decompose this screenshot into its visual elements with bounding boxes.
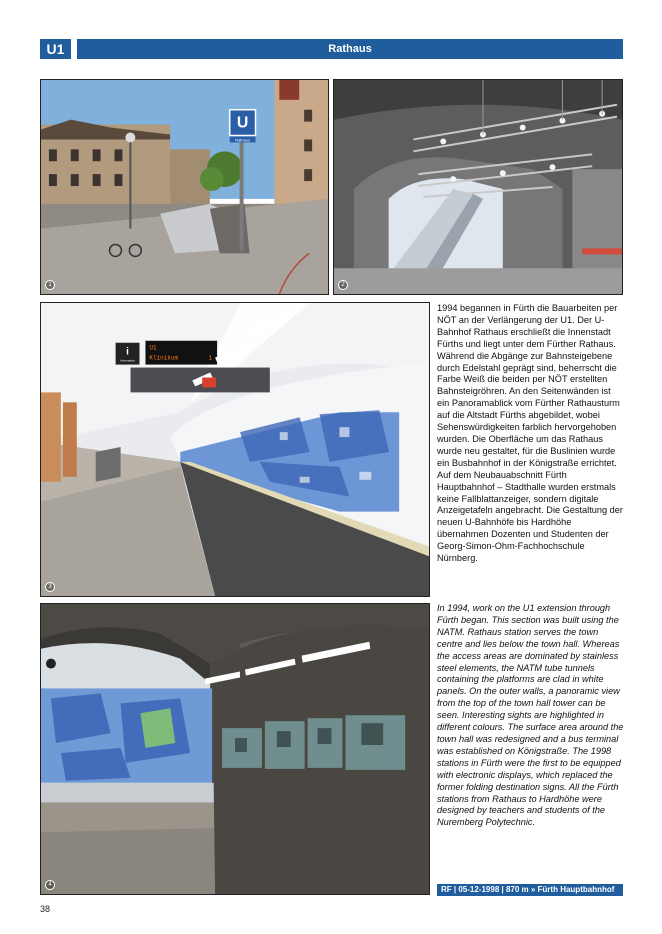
page-header bbox=[40, 39, 623, 59]
escalator-hall-image bbox=[334, 80, 622, 294]
page-number: 38 bbox=[40, 904, 51, 914]
photo-number: 2 bbox=[338, 280, 348, 290]
photo-platform-tube bbox=[40, 302, 430, 597]
u-sign-text: Rathaus bbox=[235, 137, 250, 143]
station-title: Rathaus bbox=[77, 39, 623, 59]
photo-number: 3 bbox=[45, 582, 55, 592]
photo-escalator-hall bbox=[333, 79, 623, 295]
street-entrance-image bbox=[41, 80, 328, 294]
photo-platform-wall bbox=[40, 603, 430, 895]
u-sign-letter: U bbox=[236, 114, 249, 132]
platform-wall-image bbox=[41, 604, 429, 894]
line-badge: U1 bbox=[40, 39, 71, 59]
display-line: U1 bbox=[149, 344, 157, 352]
display-destination: Klinikum bbox=[149, 354, 179, 362]
photo-number: 1 bbox=[45, 280, 55, 290]
display-minutes: 1 bbox=[208, 354, 213, 362]
photo-street-entrance bbox=[40, 79, 329, 295]
photo-number: 4 bbox=[45, 880, 55, 890]
body-text-german: 1994 begannen in Fürth die Bauarbeiten per NÖT an der Verlängerung der U1. Der U-Bahnhof Rathaus erschließt die Innenstadt Fürths und liegt unter dem Fürther Rathaus. Während die Abgänge zur Bahnsteigebene durch Edelstahl geprägt sind, beherrscht die Farbe Weiß die beiden per NÖT erstellten Bahnsteigröhren. An den Seitenwänden ist ein Panoramablick vom Fürther Rathausturm auf die Altstadt Fürths abgebildet, wobei Sehenswürdigkeiten farblich hervorgehoben wurden. Die Oberfläche um das Rathaus wurde neu gestaltet, für die Buslinien wurde ein Busbahnhof in der Königstraße errichtet. Auf dem Neubauabschnitt Fürth Hauptbahnhof – Stadthalle wurden erstmals keine Fallblattanzeiger, sondern digitale Anzeigetafeln angebracht. Die Gestaltung der neuen U-Bahnhöfe bis Hardhöhe übernahmen Dozenten und Studenten der Georg-Simon-Ohm-Fachhochschule Nürnberg. bbox=[437, 303, 623, 564]
info-sign-label: Information bbox=[120, 358, 135, 363]
platform-tube-image bbox=[41, 303, 429, 596]
body-text-english: In 1994, work on the U1 extension through Fürth began. This section was built using the NATM. Rathaus station serves the town centre and lies below the town hall. Whereas the access areas are dominated by stainless steel elements, the NATM tube tunnels containing the platforms are clad in white panels. On the outer walls, a panoramic view from the top of the town hall tower can be seen. Interesting sights are highlighted in different colours. The surface area around the town hall was redesigned and a bus terminal was established on Königstraße. The 1998 stations in Fürth were the first to be equipped with electronic displays, which replaced the former folding destination signs. All the Fürth stations from Rathaus to Hardhöhe were designed by teachers and students of the Nuremberg Polytechnic. bbox=[437, 603, 624, 828]
svg-text:i: i bbox=[126, 346, 129, 358]
station-info-bar: RF | 05-12-1998 | 870 m » Fürth Hauptbahnhof bbox=[437, 884, 623, 896]
